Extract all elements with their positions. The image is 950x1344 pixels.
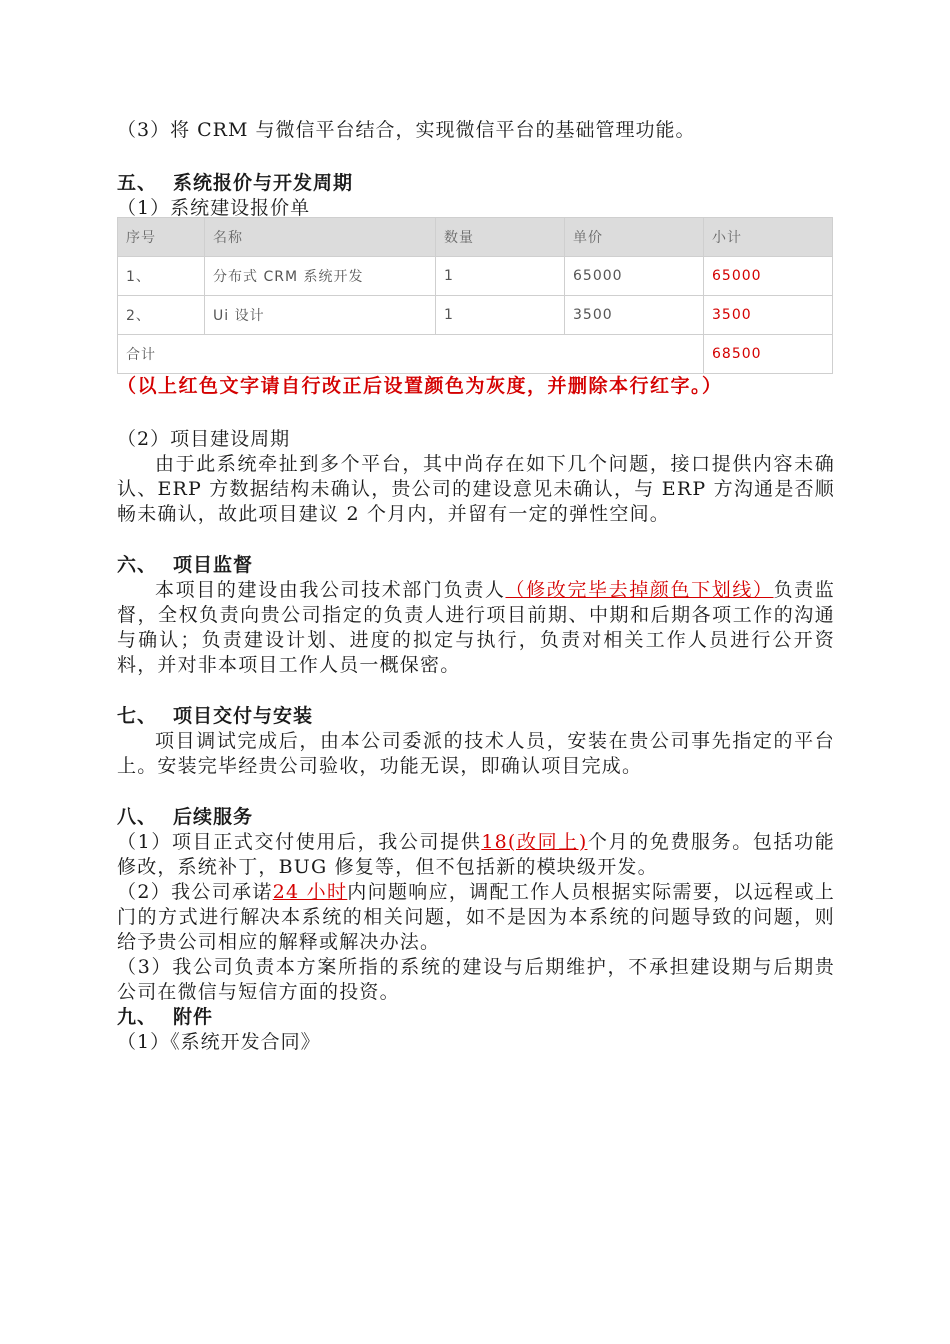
table-row [118,296,833,335]
supervision-text-a: 本项目的建设由我公司技术部门负责人 [155,579,506,601]
service-1-text-b: 个月的免费服务。包括功能修改，系统补丁，BUG 修复等，但不包括新的模块级开发。 [117,831,835,878]
col-header-name: 名称 [205,218,436,257]
document-page [117,0,835,1055]
service-2-text-b: 内问题响应，调配工作人员根据实际需要，以远程或上门的方式进行解决本系统的相关问题，如不是因为本系统的问题导致的问题，则给予贵公司相应的解释或解决办法。 [117,881,835,953]
supervision-red-note: （修改完毕去掉颜色下划线） [505,579,774,601]
col-header-subtotal: 小计 [704,218,833,257]
section-title: 系统报价与开发周期 [173,172,354,194]
cell-index: 2、 [118,296,205,335]
section-title: 后续服务 [173,806,254,828]
cell-name: 分布式 CRM 系统开发 [205,257,436,296]
cell-index: 1、 [118,257,205,296]
quote-table [117,217,833,374]
attachment-item: （1）《系统开发合同》 [117,1031,321,1053]
section-number: 九、 [117,1006,158,1028]
red-note: （以上红色文字请自行改正后设置颜色为灰度，并删除本行红字。） [117,375,723,397]
supervision-text-b: 负责监督，全权负责向贵公司指定的负责人进行项目前期、中期和后期各项工作的沟通与确认；负责建设计划、进度的拟定与执行，负责对相关工作人员进行公开资料，并对非本项目工作人员一概保密。 [117,579,835,676]
supervision-paragraph [117,578,835,678]
cell-price: 65000 [565,257,704,296]
table-total-row [118,335,833,374]
section-number: 七、 [117,705,158,727]
period-paragraph: 由于此系统牵扯到多个平台，其中尚存在如下几个问题，接口提供内容未确认、ERP 方数据结构未确认，贵公司的建设意见未确认，与 ERP 方沟通是否顺畅未确认，故此项目建议 2 个月内，并留有一定的弹性空间。 [117,453,835,525]
quote-subtitle: （1）系统建设报价单 [117,197,311,219]
col-header-qty: 数量 [436,218,565,257]
service-item-1 [117,830,835,880]
col-header-index: 序号 [118,218,205,257]
section-number: 五、 [117,172,158,194]
section-number: 八、 [117,806,158,828]
cell-subtotal: 65000 [704,257,833,296]
section-6-heading [117,553,835,578]
section-title: 项目交付与安装 [173,705,314,727]
cell-qty: 1 [436,257,565,296]
section-title: 附件 [173,1006,214,1028]
section-8-heading [117,805,835,830]
cell-price: 3500 [565,296,704,335]
col-header-price: 单价 [565,218,704,257]
service-1-text-a: （1）项目正式交付使用后，我公司提供 [117,831,482,853]
section-title: 项目监督 [173,554,254,576]
service-item-3: （3）我公司负责本方案所指的系统的建设与后期维护，不承担建设期与后期贵公司在微信与短信方面的投资。 [117,956,835,1003]
service-item-2 [117,880,835,955]
section-number: 六、 [117,554,158,576]
section-7-heading [117,704,835,729]
cell-name: Ui 设计 [205,296,436,335]
section-9-heading [117,1005,835,1030]
delivery-paragraph: 项目调试完成后，由本公司委派的技术人员，安装在贵公司事先指定的平台上。安装完毕经贵公司验收，功能无误，即确认项目完成。 [117,730,835,777]
total-value: 68500 [704,335,833,374]
table-row [118,257,833,296]
total-label: 合计 [118,335,704,374]
intro-line: （3）将 CRM 与微信平台结合，实现微信平台的基础管理功能。 [117,119,696,141]
service-1-red: 18(改同上) [481,831,588,853]
service-2-red: 24 小时 [272,881,348,903]
cell-qty: 1 [436,296,565,335]
section-5-heading [117,171,835,196]
period-subtitle: （2）项目建设周期 [117,428,291,450]
service-2-text-a: （2）我公司承诺 [117,881,273,903]
cell-subtotal: 3500 [704,296,833,335]
table-header-row [118,218,833,257]
